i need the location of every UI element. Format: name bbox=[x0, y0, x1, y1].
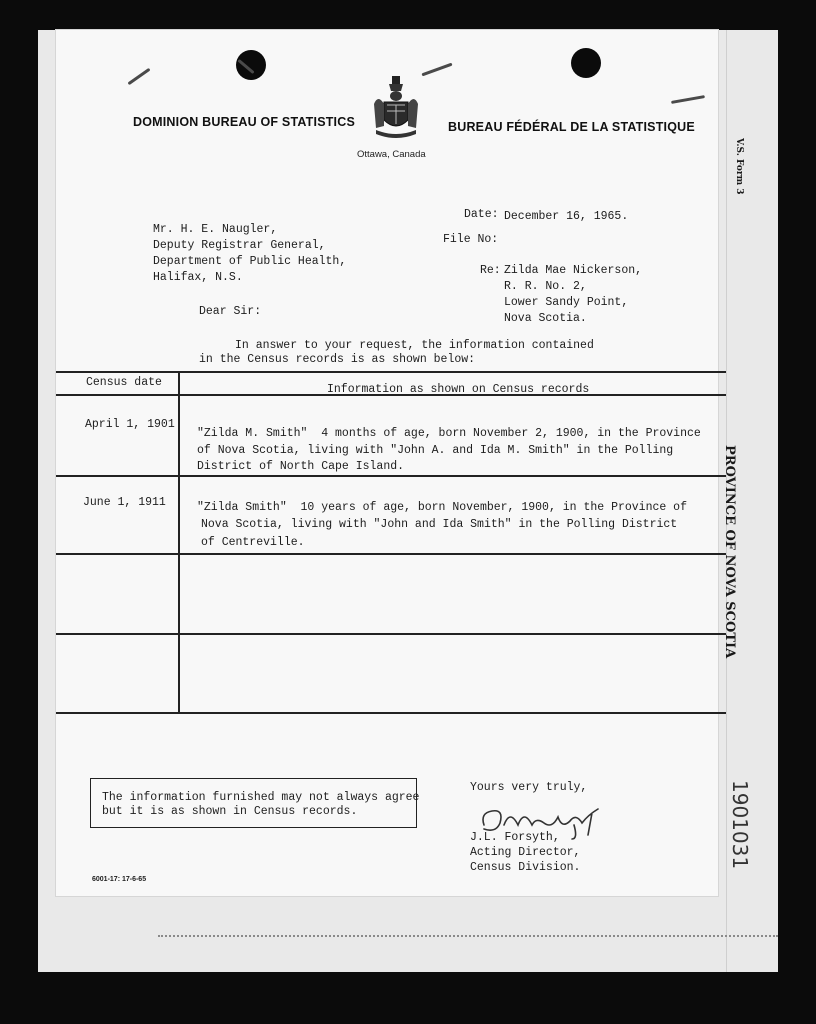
disclaimer-box bbox=[90, 778, 420, 828]
disclaimer-line: but it is as shown in Census records. bbox=[102, 805, 358, 818]
closing: Yours very truly, bbox=[470, 781, 588, 794]
file-no-label: File No: bbox=[443, 233, 499, 246]
addressee-line: Deputy Registrar General, bbox=[153, 239, 326, 252]
table-rule bbox=[56, 371, 726, 373]
letter-page bbox=[56, 30, 718, 896]
date-label: Date: bbox=[464, 208, 499, 221]
punch-hole bbox=[571, 48, 601, 78]
province-title: PROVINCE OF NOVA SCOTIA bbox=[722, 445, 737, 659]
signature-line: Census Division. bbox=[470, 861, 581, 874]
salutation: Dear Sir: bbox=[199, 305, 262, 318]
row-date: April 1, 1901 bbox=[85, 418, 175, 431]
addressee-line: Halifax, N.S. bbox=[153, 271, 243, 284]
handwritten-id: 1901031 bbox=[728, 780, 752, 870]
row-info-line: of Centreville. bbox=[201, 536, 305, 549]
row-info-line: Nova Scotia, living with "John and Ida Smith" in the Polling District bbox=[201, 518, 678, 531]
re-line: Nova Scotia. bbox=[504, 312, 587, 325]
intro-line: in the Census records is as shown below: bbox=[199, 353, 476, 366]
table-rule bbox=[56, 712, 726, 714]
addressee-line: Department of Public Health, bbox=[153, 255, 347, 268]
re-line: Lower Sandy Point, bbox=[504, 296, 629, 309]
date-value: December 16, 1965. bbox=[504, 210, 629, 223]
table-header-info: Information as shown on Census records bbox=[327, 383, 590, 396]
row-info-line: "Zilda Smith" 10 years of age, born November, 1900, in the Province of bbox=[197, 501, 687, 514]
table-rule bbox=[56, 475, 726, 477]
table-rule bbox=[56, 553, 726, 555]
dotted-line bbox=[158, 935, 778, 937]
form-id: V.S. Form 3 bbox=[734, 138, 744, 195]
signature-line: Acting Director, bbox=[470, 846, 581, 859]
coat-of-arms-icon bbox=[372, 74, 420, 142]
row-date: June 1, 1911 bbox=[83, 496, 166, 509]
intro-line: In answer to your request, the information contained bbox=[235, 339, 594, 352]
row-info-line: District of North Cape Island. bbox=[197, 460, 405, 473]
addressee-line: Mr. H. E. Naugler, bbox=[153, 223, 278, 236]
table-rule bbox=[56, 633, 726, 635]
row-info-line: of Nova Scotia, living with "John A. and Ida M. Smith" in the Polling bbox=[197, 444, 674, 457]
staple-mark bbox=[421, 63, 452, 77]
bureau-title-english: DOMINION BUREAU OF STATISTICS bbox=[133, 115, 355, 129]
signature-line: J.L. Forsyth, bbox=[470, 831, 560, 844]
office-city: Ottawa, Canada bbox=[357, 149, 426, 160]
disclaimer-line: The information furnished may not always agree bbox=[102, 791, 420, 804]
bureau-title-french: BUREAU FÉDÉRAL DE LA STATISTIQUE bbox=[448, 120, 695, 134]
form-code: 6001-17: 17-6-65 bbox=[92, 876, 147, 883]
row-info-line: "Zilda M. Smith" 4 months of age, born November 2, 1900, in the Province bbox=[197, 427, 701, 440]
staple-mark bbox=[127, 68, 150, 85]
re-label: Re: bbox=[480, 264, 501, 277]
punch-hole bbox=[236, 50, 266, 80]
staple-mark bbox=[671, 95, 705, 104]
re-line: R. R. No. 2, bbox=[504, 280, 587, 293]
re-line: Zilda Mae Nickerson, bbox=[504, 264, 643, 277]
table-header-date: Census date bbox=[86, 376, 162, 389]
table-column-rule bbox=[178, 371, 180, 713]
